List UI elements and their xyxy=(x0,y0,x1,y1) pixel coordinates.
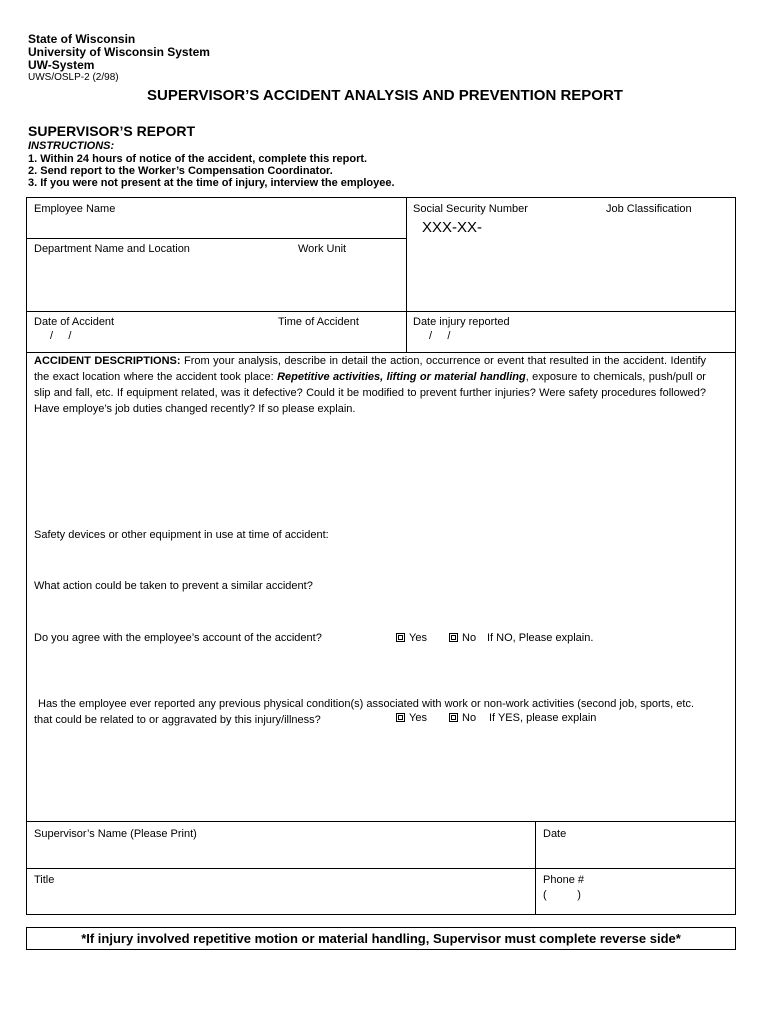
date-label: Date xyxy=(543,828,567,840)
time-of-accident-label: Time of Accident xyxy=(278,316,359,328)
accident-description-lead: ACCIDENT DESCRIPTIONS: xyxy=(34,355,181,367)
date-of-accident-field[interactable]: / / xyxy=(50,330,72,342)
divider xyxy=(406,197,407,353)
section-title: SUPERVISOR’S REPORT xyxy=(28,123,196,139)
agree-no-label: No xyxy=(462,632,477,644)
agree-yes-label: Yes xyxy=(409,632,427,644)
divider xyxy=(26,238,407,239)
divider xyxy=(26,868,736,869)
previous-condition-question xyxy=(34,696,714,728)
prev-yes-checkbox[interactable] xyxy=(396,713,405,722)
phone-label: Phone # xyxy=(543,874,584,886)
description-emphasis: Repetitive activities, lifting or material handling xyxy=(277,371,526,383)
prev-yes-label: Yes xyxy=(409,712,427,724)
agree-yes-checkbox[interactable] xyxy=(396,633,405,642)
previous-condition-text: Has the employee ever reported any previous physical condition(s) associated with work or non-work activities (second job, sports, etc. that could be related to or aggravated by this injury/illness? xyxy=(34,698,695,726)
instructions-heading: INSTRUCTIONS: xyxy=(28,140,115,152)
prevention-question: What action could be taken to prevent a similar accident? xyxy=(34,580,313,592)
safety-devices-question: Safety devices or other equipment in use at time of accident: xyxy=(34,529,329,541)
employee-name-label: Employee Name xyxy=(34,203,116,215)
date-reported-field[interactable]: / / xyxy=(429,330,451,342)
page-title: SUPERVISOR’S ACCIDENT ANALYSIS AND PREVENTION REPORT xyxy=(147,87,623,104)
divider xyxy=(26,311,736,312)
prev-followup: If YES, please explain xyxy=(489,712,597,724)
prev-no-label: No xyxy=(462,712,477,724)
phone-field[interactable]: ( ) xyxy=(543,889,581,901)
accident-description-instructions xyxy=(34,353,706,417)
divider xyxy=(26,821,736,822)
prev-yes-option[interactable] xyxy=(396,712,427,724)
form-box xyxy=(26,197,736,915)
supervisor-name-label: Supervisor’s Name (Please Print) xyxy=(34,828,197,840)
instruction-1: 1. Within 24 hours of notice of the accident, complete this report. xyxy=(28,153,368,165)
ssn-field[interactable]: XXX-XX- xyxy=(422,219,483,236)
agency-state: State of Wisconsin xyxy=(28,32,136,46)
description-text-1: From your analysis, describe in detail the action, occurrence or event that resulted in the accident. Identify the exact location where the accident took place: xyxy=(34,355,706,383)
prev-no-checkbox[interactable] xyxy=(449,713,458,722)
agency-university: University of Wisconsin System xyxy=(28,45,210,59)
agree-no-checkbox[interactable] xyxy=(449,633,458,642)
agree-no-option[interactable] xyxy=(449,632,476,644)
instruction-3: 3. If you were not present at the time of injury, interview the employee. xyxy=(28,177,395,189)
reverse-side-notice: *If injury involved repetitive motion or material handling, Supervisor must complete reverse side* xyxy=(26,927,736,950)
date-of-accident-label: Date of Accident xyxy=(34,316,115,328)
description-text-2: , exposure to chemicals, push/pull or slip and fall, etc. If equipment related, was it defective? Could it be modified to prevent further injuries? Were safety procedures followed? Have employe’s job duties changed recently? If so please explain. xyxy=(34,371,706,415)
form-number: UWS/OSLP-2 (2/98) xyxy=(28,72,119,83)
prev-no-option[interactable] xyxy=(449,712,476,724)
job-classification-label: Job Classification xyxy=(606,203,692,215)
agree-yes-option[interactable] xyxy=(396,632,427,644)
agree-followup: If NO, Please explain. xyxy=(487,632,594,644)
ssn-label: Social Security Number xyxy=(413,203,528,215)
title-label: Title xyxy=(34,874,55,886)
department-label: Department Name and Location xyxy=(34,243,190,255)
agency-system: UW-System xyxy=(28,58,95,72)
instruction-2: 2. Send report to the Worker’s Compensation Coordinator. xyxy=(28,165,333,177)
date-reported-label: Date injury reported xyxy=(413,316,510,328)
work-unit-label: Work Unit xyxy=(298,243,347,255)
agree-question: Do you agree with the employee’s account of the accident? xyxy=(34,632,322,644)
